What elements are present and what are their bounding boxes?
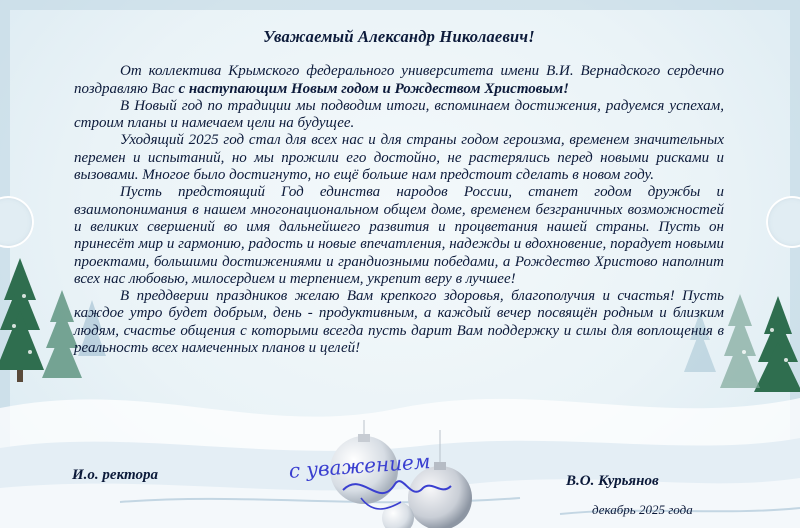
paragraph-5: В преддверии праздников желаю Вам крепкого здоровья, благополучия и счастья! Пусть каждое утро будет добрым, день - продуктивным, а каждый вечер посвящён родным и близким людям, счастье общения с которыми всегда пусть дарит Вам поддержку и силы для воплощения в реальность всех намеченных планов и целей! — [74, 288, 724, 357]
signatory-position: И.о. ректора — [72, 467, 158, 483]
paragraph-4: Пусть предстоящий Год единства народов России, станет годом дружбы и взаимопонимания в нашем многонациональном общем доме, временем безграничных возможностей и великих свершений во имя дальнейшего развития и процветания нашей страны. Пусть он принесёт мир и гармонию, радость и новые впечатления, надежды и вдохновение, порадует новыми проектами, большими достижениями и грандиозными победами, а Рождество Христово наполнит всех нас любовью, милосердием и терпением, укрепит веру в лучшее! — [74, 184, 724, 287]
tree-right-1 — [754, 296, 800, 392]
letter-body — [74, 28, 724, 357]
paragraph-2: В Новый год по традиции мы подводим итоги, вспоминаем достижения, радуемся успехам, строим планы и намечаем цели на будущее. — [74, 97, 724, 132]
paragraph-1-bold: с наступающим Новым годом и Рождеством Христовым! — [178, 80, 570, 97]
signatory-name: В.О. Курьянов — [566, 473, 659, 489]
handwritten-signature — [283, 440, 473, 520]
tree-left-1 — [0, 258, 44, 382]
greeting-title: Уважаемый Александр Николаевич! — [263, 27, 535, 46]
paragraph-1 — [74, 63, 724, 98]
tree-right-2 — [720, 294, 760, 388]
svg-text:с уважением: с уважением — [288, 449, 432, 483]
paragraph-1-lead: От коллектива Крымского федерального университета имени В.И. Вернадского сердечно поздравляю Вас — [74, 63, 724, 97]
letter-date: декабрь 2025 года — [592, 502, 693, 517]
paragraph-3: Уходящий 2025 год стал для всех нас и для страны годом героизма, временем значительных перемен и испытаний, но мы прожили его достойно, не растерялись перед новыми рисками и вызовами. Многое было достигнуто, но ещё больше нам предстоит сделать в новом году. — [74, 132, 724, 184]
